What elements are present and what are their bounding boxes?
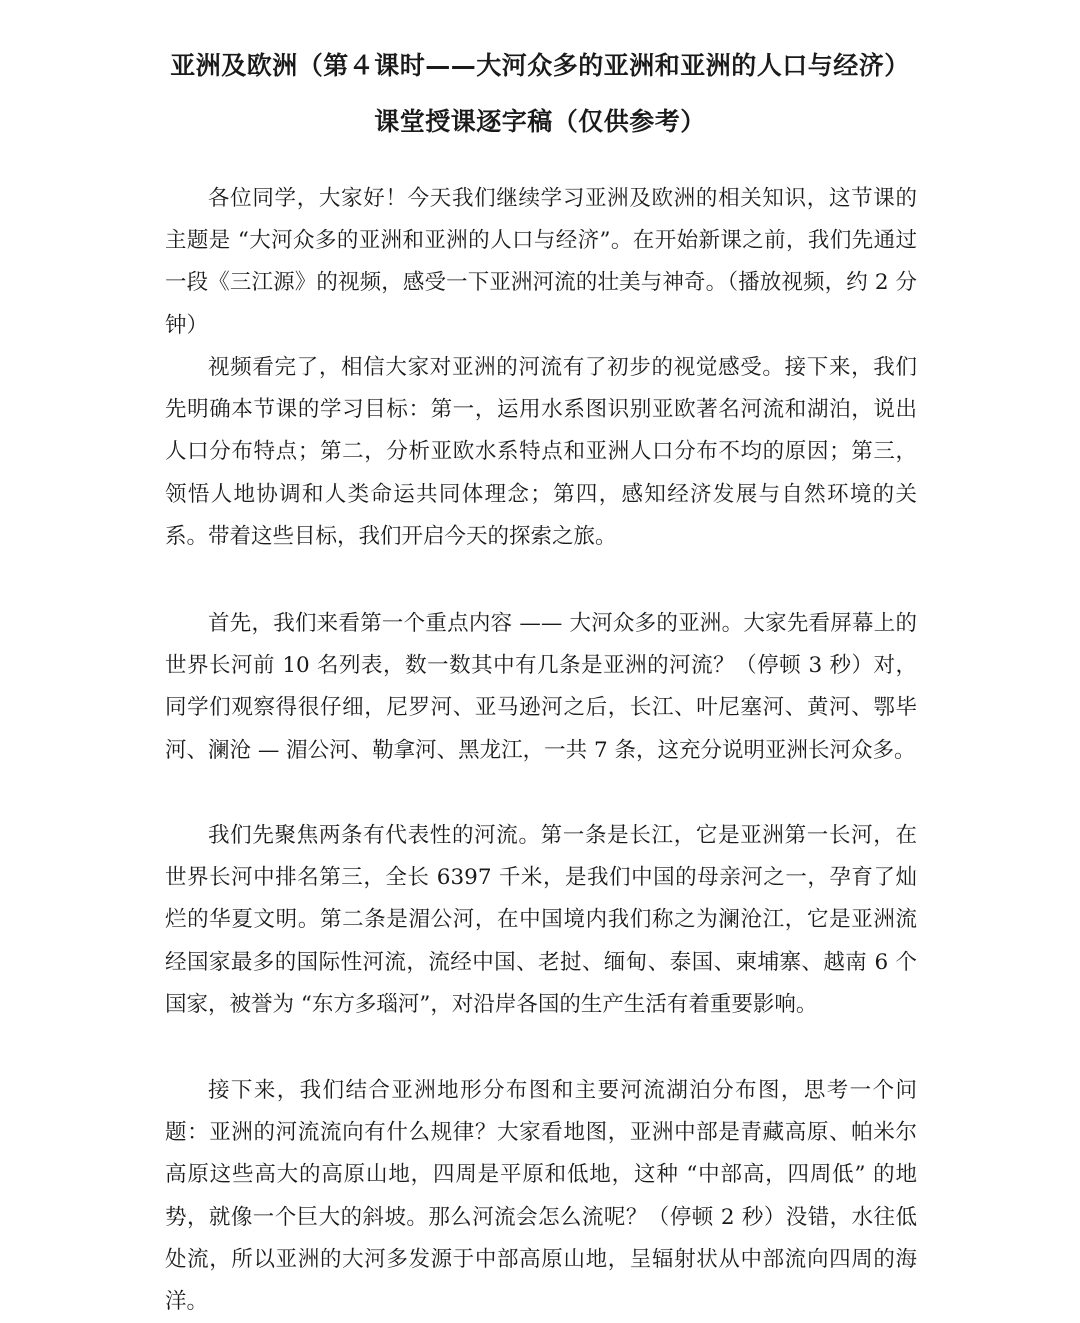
paragraph-rivers-overview: 首先，我们来看第一个重点内容 —— 大河众多的亚洲。大家先看屏幕上的世界长河前 10 名列表，数一数其中有几条是亚洲的河流？（停顿 3 秒）对，同学们观察得很仔细，尼罗河、亚马逊河之后，长江、叶尼塞河、黄河、鄂毕河、澜沧 — 湄公河、勒拿河、黑龙江，一共 7 条，这充分说明亚洲长河众多。 (165, 611, 917, 763)
paragraph-river-direction: 接下来，我们结合亚洲地形分布图和主要河流湖泊分布图，思考一个问题：亚洲的河流流向有什么规律？大家看地图，亚洲中部是青藏高原、帕米尔高原这些高大的高原山地，四周是平原和低地，这种 “中部高，四周低” 的地势，就像一个巨大的斜坡。那么河流会怎么流呢？（停顿 2 秒）没错，水往低处流，所以亚洲的大河多发源于中部高原山地，呈辐射状从中部流向四周的海洋。 (165, 1078, 917, 1315)
paragraph-greeting: 各位同学，大家好！今天我们继续学习亚洲及欧洲的相关知识，这节课的主题是 “大河众多的亚洲和亚洲的人口与经济”。在开始新课之前，我们先通过一段《三江源》的视频，感受一下亚洲河流的壮美与神奇。（播放视频，约 2 分钟） (165, 186, 917, 338)
document-title: 亚洲及欧洲（第４课时——大河众多的亚洲和亚洲的人口与经济） (170, 51, 910, 80)
document-subtitle: 课堂授课逐字稿（仅供参考） (374, 107, 706, 136)
paragraph-objectives: 视频看完了，相信大家对亚洲的河流有了初步的视觉感受。接下来，我们先明确本节课的学习目标：第一，运用水系图识别亚欧著名河流和湖泊，说出人口分布特点；第二，分析亚欧水系特点和亚洲人口分布不均的原因；第三，领悟人地协调和人类命运共同体理念；第四，感知经济发展与自然环境的关系。带着这些目标，我们开启今天的探索之旅。 (165, 355, 917, 549)
paragraph-representative-rivers: 我们先聚焦两条有代表性的河流。第一条是长江，它是亚洲第一长河，在世界长河中排名第三，全长 6397 千米，是我们中国的母亲河之一，孕育了灿烂的华夏文明。第二条是湄公河，在中国境内我们称之为澜沧江，它是亚洲流经国家最多的国际性河流，流经中国、老挝、缅甸、泰国、柬埔寨、越南 6 个国家，被誉为 “东方多瑙河”，对沿岸各国的生产生活有着重要影响。 (165, 823, 917, 1017)
